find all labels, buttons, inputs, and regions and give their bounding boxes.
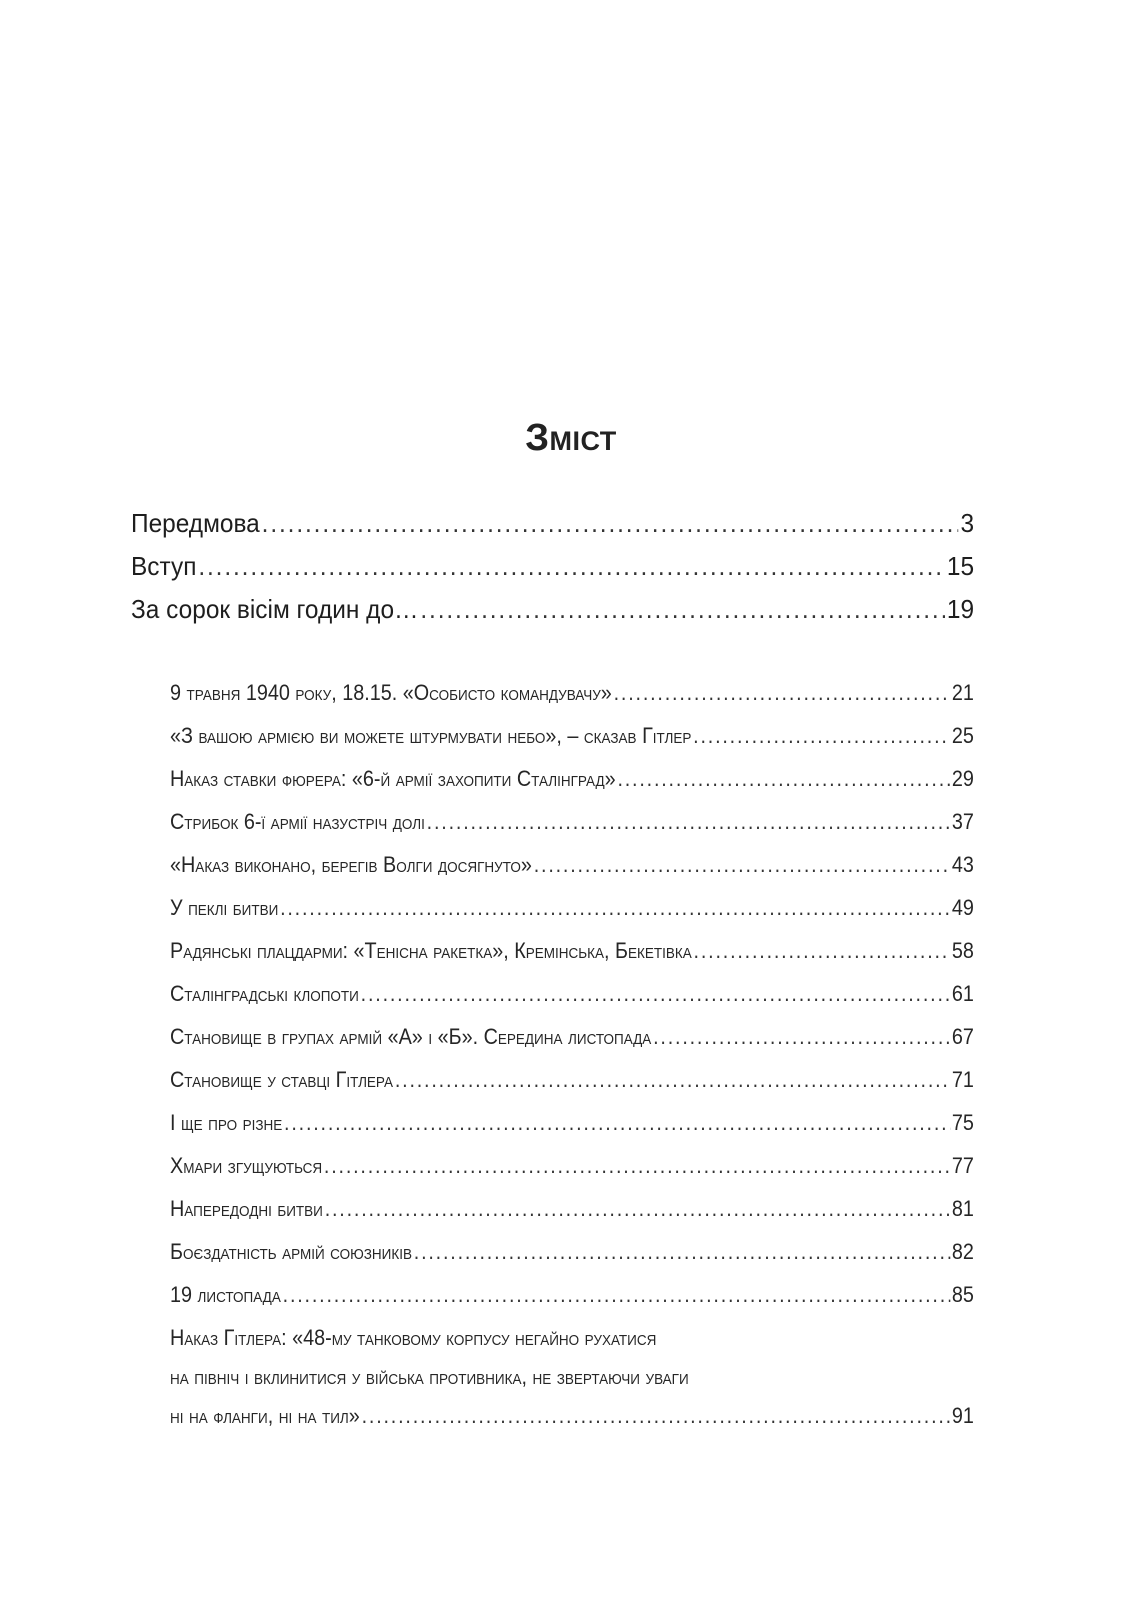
dot-leader <box>280 895 950 921</box>
toc-sub-entry[interactable] <box>170 723 974 766</box>
toc-entry-page: 15 <box>946 551 975 581</box>
toc-entry-page: 91 <box>951 1403 974 1428</box>
toc-sub-list <box>170 680 974 1446</box>
toc-entry-page: 29 <box>951 766 974 791</box>
dot-leader <box>427 809 950 835</box>
toc-entry-page: 3 <box>960 508 975 538</box>
toc-sub-entry[interactable] <box>170 981 974 1024</box>
toc-sub-entry[interactable] <box>170 680 974 723</box>
toc-entry-title: Сталінградські клопоти <box>170 981 359 1006</box>
dot-leader <box>534 852 950 878</box>
toc-entry-page: 71 <box>951 1067 974 1092</box>
toc-sub-entry[interactable] <box>170 1024 974 1067</box>
toc-entry-introduction[interactable] <box>131 551 974 594</box>
toc-sub-entry[interactable] <box>170 1239 974 1282</box>
toc-entry-page: 77 <box>951 1153 974 1178</box>
toc-sub-entry[interactable] <box>170 1153 974 1196</box>
toc-entry-page: 19 <box>946 594 975 624</box>
dot-leader <box>362 1403 950 1429</box>
toc-sub-entry[interactable] <box>170 809 974 852</box>
toc-entry-page: 75 <box>951 1110 974 1135</box>
toc-sub-entry[interactable] <box>170 1282 974 1325</box>
toc-entry-title: 19 листопада <box>170 1282 281 1307</box>
toc-entry-title: Напередодні битви <box>170 1196 323 1221</box>
toc-entry-page: 67 <box>951 1024 974 1049</box>
toc-entry-page: 58 <box>951 938 974 963</box>
toc-entry-title: Боєздатність армій союзників <box>170 1239 412 1264</box>
dot-leader <box>693 723 950 749</box>
toc-entry-title: «Наказ виконано, берегів Волги досягнуто» <box>170 852 532 877</box>
toc-entry-title: Становище у ставці Гітлера <box>170 1067 394 1092</box>
dot-leader <box>694 938 951 964</box>
toc-main-list <box>131 508 974 637</box>
toc-entry-title-line: на північ і вклинитися у війська противника, не звертаючи уваги <box>170 1364 689 1389</box>
toc-entry-page: 61 <box>951 981 974 1006</box>
toc-entry-title: Хмари згущуються <box>170 1153 323 1178</box>
dot-leader <box>614 680 950 706</box>
toc-entry-title: 9 травня 1940 року, 18.15. «Особисто командувачу» <box>170 680 612 705</box>
toc-entry-page: 37 <box>951 809 974 834</box>
dot-leader <box>262 508 959 539</box>
toc-entry-title: «З вашою армією ви можете штурмувати небо», – сказав Гітлер <box>170 723 692 748</box>
dot-leader <box>361 981 950 1007</box>
toc-sub-entry[interactable] <box>170 895 974 938</box>
toc-entry-title: У пеклі битви <box>170 895 279 920</box>
toc-entry-page: 82 <box>951 1239 974 1264</box>
dot-leader <box>653 1024 950 1050</box>
dot-leader <box>284 1110 950 1136</box>
toc-entry-page: 85 <box>951 1282 974 1307</box>
toc-entry-title: Вступ <box>131 551 197 581</box>
toc-entry-page: 43 <box>951 852 974 877</box>
dot-leader <box>325 1196 950 1222</box>
page-title: Зміст <box>525 417 617 460</box>
toc-entry-title: Стрибок 6-ї армії назустріч долі <box>170 809 425 834</box>
dot-leader <box>414 1239 950 1265</box>
toc-entry-title-line: Наказ Гітлера: «48-му танковому корпусу негайно рухатися <box>170 1325 657 1350</box>
dot-leader <box>617 766 950 792</box>
dot-leader <box>420 594 945 625</box>
toc-entry-page: 49 <box>951 895 974 920</box>
toc-entry-preface[interactable] <box>131 508 974 551</box>
toc-sub-entry[interactable] <box>170 1067 974 1110</box>
dot-leader <box>324 1153 950 1179</box>
dot-leader <box>395 1067 950 1093</box>
toc-sub-entry[interactable] <box>170 852 974 895</box>
toc-entry-title: Наказ ставки фюрера: «6-й армії захопити Сталінград» <box>170 766 616 791</box>
dot-leader <box>198 551 945 582</box>
toc-entry-title: Радянські плацдарми: «Тенісна ракетка», Кремінська, Бекетівка <box>170 938 692 963</box>
toc-entry-title: Становище в групах армій «А» і «Б». Середина листопада <box>170 1024 652 1049</box>
toc-entry-48-hours-before[interactable] <box>131 594 974 637</box>
toc-entry-page: 21 <box>951 680 974 705</box>
toc-sub-entry[interactable] <box>170 1196 974 1239</box>
toc-entry-title-line: ні на фланги, ні на тил» <box>170 1403 360 1428</box>
toc-entry-title: За сорок вісім годин до… <box>131 594 419 624</box>
toc-entry-page: 81 <box>951 1196 974 1221</box>
toc-entry-page: 25 <box>951 723 974 748</box>
toc-sub-entry-multiline[interactable] <box>170 1325 974 1446</box>
toc-sub-entry[interactable] <box>170 766 974 809</box>
dot-leader <box>283 1282 950 1308</box>
toc-entry-title: Передмова <box>131 508 260 538</box>
toc-sub-entry[interactable] <box>170 1110 974 1153</box>
toc-sub-entry[interactable] <box>170 938 974 981</box>
toc-entry-title: І ще про різне <box>170 1110 283 1135</box>
